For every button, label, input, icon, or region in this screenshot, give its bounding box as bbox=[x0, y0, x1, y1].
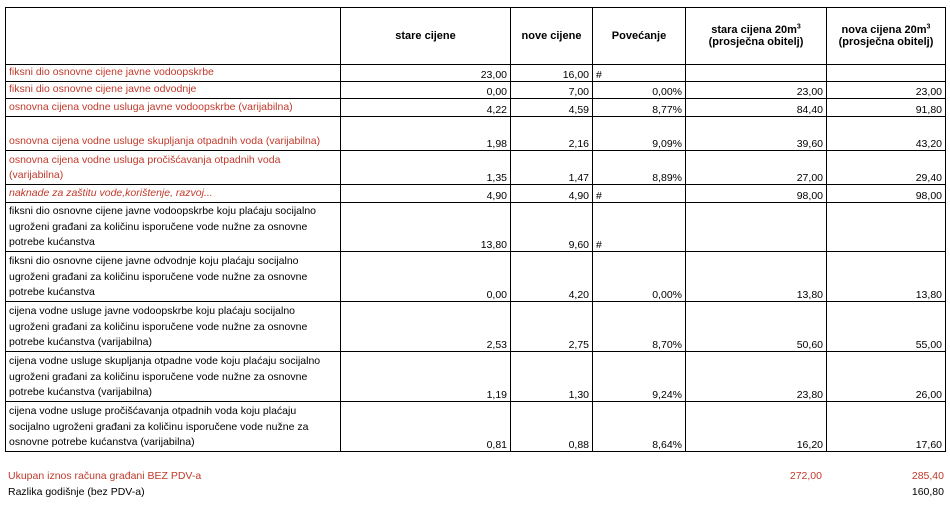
cell-stare-cijene: 23,00 bbox=[341, 65, 511, 82]
cell-stara-cijena-20m3: 16,20 bbox=[686, 401, 827, 451]
table-row bbox=[6, 81, 946, 98]
header-row bbox=[6, 8, 946, 65]
row-description: fiksni dio osnovne cijene javne odvodnje koju plaćaju socijalno ugroženi građani za količinu isporučene vode nužne za osnovne potrebe kućanstva bbox=[6, 251, 341, 301]
cell-stare-cijene: 0,81 bbox=[341, 401, 511, 451]
cell-stara-cijena-20m3: 23,00 bbox=[686, 81, 827, 98]
table-row bbox=[6, 301, 946, 351]
row-description: cijena vodne usluge pročišćavanja otpadnih voda koju plaćaju socijalno ugroženi građani za količinu isporučene vode nužne za osnovne potrebe kućanstva (varijabilna) bbox=[6, 401, 341, 451]
cell-nova-cijena-20m3: 55,00 bbox=[827, 301, 946, 351]
cell-povecanje: 0,00% bbox=[593, 251, 686, 301]
cell-stare-cijene: 0,00 bbox=[341, 251, 511, 301]
cell-nova-cijena-20m3: 98,00 bbox=[827, 184, 946, 202]
cell-stara-cijena-20m3 bbox=[686, 202, 827, 251]
row-description: fiksni dio osnovne cijene javne odvodnje bbox=[6, 81, 341, 98]
cell-stare-cijene: 0,00 bbox=[341, 81, 511, 98]
row-description: osnovna cijena vodne usluge skupljanja otpadnih voda (varijabilna) bbox=[6, 116, 341, 150]
cell-nove-cijene: 0,88 bbox=[511, 401, 593, 451]
total-row bbox=[5, 468, 945, 484]
table-row bbox=[6, 116, 946, 150]
cell-povecanje: 8,64% bbox=[593, 401, 686, 451]
cell-stare-cijene: 1,98 bbox=[341, 116, 511, 150]
difference-label: Razlika godišnje (bez PDV-a) bbox=[8, 486, 145, 498]
cell-povecanje: 8,89% bbox=[593, 150, 686, 184]
cell-stara-cijena-20m3: 13,80 bbox=[686, 251, 827, 301]
cell-nove-cijene: 7,00 bbox=[511, 81, 593, 98]
cell-nove-cijene: 2,75 bbox=[511, 301, 593, 351]
cell-povecanje: 8,77% bbox=[593, 98, 686, 116]
cell-nova-cijena-20m3 bbox=[827, 202, 946, 251]
cell-stara-cijena-20m3: 23,80 bbox=[686, 351, 827, 401]
cell-povecanje: 8,70% bbox=[593, 301, 686, 351]
row-description: fiksni dio osnovne cijene javne vodoopskrbe koju plaćaju socijalno ugroženi građani za količinu isporučene vode nužne za osnovne potrebe kućanstva bbox=[6, 202, 341, 251]
cell-povecanje: 0,00% bbox=[593, 81, 686, 98]
cell-povecanje: # bbox=[593, 65, 686, 82]
cell-nove-cijene: 2,16 bbox=[511, 116, 593, 150]
cell-nova-cijena-20m3: 17,60 bbox=[827, 401, 946, 451]
cell-nove-cijene: 1,47 bbox=[511, 150, 593, 184]
cell-stara-cijena-20m3: 27,00 bbox=[686, 150, 827, 184]
cell-stare-cijene: 4,90 bbox=[341, 184, 511, 202]
total-new-value: 285,40 bbox=[911, 470, 944, 482]
header-stare-cijene: stare cijene bbox=[341, 8, 511, 65]
row-description: osnovna cijena vodne usluga javne vodoopskrbe (varijabilna) bbox=[6, 98, 341, 116]
row-description: cijena vodne usluge skupljanja otpadne vode koju plaćaju socijalno ugroženi građani za količinu isporučene vode nužne za osnovne potrebe kućanstva (varijabilna) bbox=[6, 351, 341, 401]
cell-stara-cijena-20m3: 39,60 bbox=[686, 116, 827, 150]
table-row bbox=[6, 98, 946, 116]
totals-section bbox=[5, 468, 945, 500]
cell-stara-cijena-20m3 bbox=[686, 65, 827, 82]
cell-nove-cijene: 9,60 bbox=[511, 202, 593, 251]
cell-nove-cijene: 4,20 bbox=[511, 251, 593, 301]
table-row bbox=[6, 150, 946, 184]
table-row bbox=[6, 184, 946, 202]
row-description: naknade za zaštitu vode,korištenje, razvoj... bbox=[6, 184, 341, 202]
cell-nova-cijena-20m3: 91,80 bbox=[827, 98, 946, 116]
difference-row bbox=[5, 484, 945, 500]
row-description: osnovna cijena vodne usluga pročišćavanja otpadnih voda (varijabilna) bbox=[6, 150, 341, 184]
cell-nova-cijena-20m3: 23,00 bbox=[827, 81, 946, 98]
table-row bbox=[6, 351, 946, 401]
table-row bbox=[6, 251, 946, 301]
cell-nove-cijene: 16,00 bbox=[511, 65, 593, 82]
cell-nove-cijene: 4,90 bbox=[511, 184, 593, 202]
cell-povecanje: 9,09% bbox=[593, 116, 686, 150]
cell-stare-cijene: 1,19 bbox=[341, 351, 511, 401]
total-old-value: 272,00 bbox=[789, 470, 822, 482]
cell-nova-cijena-20m3 bbox=[827, 65, 946, 82]
header-description bbox=[6, 8, 341, 65]
row-description: cijena vodne usluge javne vodoopskrbe koju plaćaju socijalno ugroženi građani za količinu isporučene vode nužne za osnovne potrebe kućanstva (varijabilna) bbox=[6, 301, 341, 351]
header-stara-cijena-20m3: stara cijena $20m^3$ (prosječna obitelj) bbox=[686, 8, 827, 65]
cell-povecanje: # bbox=[593, 184, 686, 202]
price-comparison-table bbox=[5, 7, 946, 452]
table-row bbox=[6, 202, 946, 251]
cell-stara-cijena-20m3: 98,00 bbox=[686, 184, 827, 202]
header-nova-cijena-20m3: nova cijena $20m^3$ (prosječna obitelj) bbox=[827, 8, 946, 65]
cell-nove-cijene: 1,30 bbox=[511, 351, 593, 401]
cell-nova-cijena-20m3: 29,40 bbox=[827, 150, 946, 184]
header-povecanje: Povećanje bbox=[593, 8, 686, 65]
table-row bbox=[6, 65, 946, 82]
cell-nova-cijena-20m3: 43,20 bbox=[827, 116, 946, 150]
cell-stara-cijena-20m3: 50,60 bbox=[686, 301, 827, 351]
difference-value: 160,80 bbox=[911, 486, 944, 498]
cell-povecanje: # bbox=[593, 202, 686, 251]
cell-nova-cijena-20m3: 26,00 bbox=[827, 351, 946, 401]
row-description: fiksni dio osnovne cijene javne vodoopskrbe bbox=[6, 65, 341, 82]
cell-stare-cijene: 4,22 bbox=[341, 98, 511, 116]
cell-stare-cijene: 1,35 bbox=[341, 150, 511, 184]
cell-stare-cijene: 13,80 bbox=[341, 202, 511, 251]
cell-nova-cijena-20m3: 13,80 bbox=[827, 251, 946, 301]
header-nove-cijene: nove cijene bbox=[511, 8, 593, 65]
total-label: Ukupan iznos računa građani BEZ PDV-a bbox=[8, 470, 202, 482]
cell-stare-cijene: 2,53 bbox=[341, 301, 511, 351]
cell-stara-cijena-20m3: 84,40 bbox=[686, 98, 827, 116]
cell-nove-cijene: 4,59 bbox=[511, 98, 593, 116]
table-row bbox=[6, 401, 946, 451]
cell-povecanje: 9,24% bbox=[593, 351, 686, 401]
